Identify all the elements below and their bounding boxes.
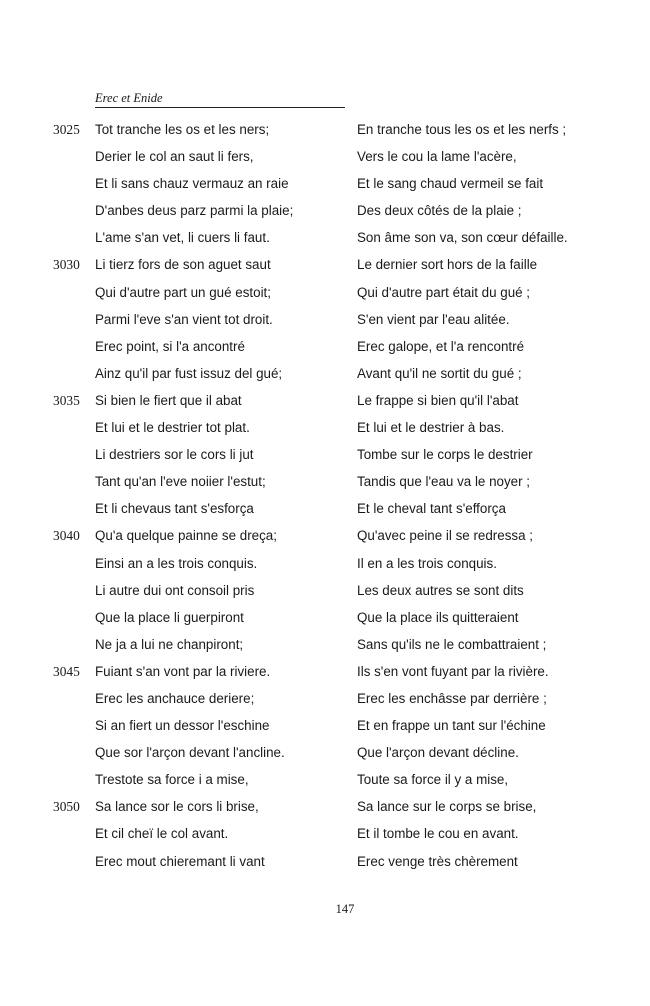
translated-verse: Son âme son va, son cœur défaille. xyxy=(357,230,568,246)
line-number: 3030 xyxy=(53,257,80,273)
verse-line xyxy=(0,392,650,419)
translated-verse: Erec les enchâsse par derrière ; xyxy=(357,690,547,706)
original-verse: Si an fiert un dessor l'eschine xyxy=(95,718,270,734)
verse-line xyxy=(0,690,650,717)
translated-verse: Les deux autres se sont dits xyxy=(357,582,524,598)
original-verse: Trestote sa force i a mise, xyxy=(95,772,249,788)
verse-lines xyxy=(0,121,650,880)
translated-verse: Sans qu'ils ne le combattraient ; xyxy=(357,636,547,652)
original-verse: Fuiant s'an vont par la riviere. xyxy=(95,663,271,679)
original-verse: Et li chevaus tant s'esforça xyxy=(95,501,254,517)
original-verse: Li autre dui ont consoil pris xyxy=(95,582,255,598)
original-verse: Qui d'autre part un gué estoit; xyxy=(95,284,272,300)
original-verse: Li tierz fors de son aguet saut xyxy=(95,257,271,273)
translated-verse: En tranche tous les os et les nerfs ; xyxy=(357,122,567,137)
translated-verse: Des deux côtés de la plaie ; xyxy=(357,203,522,219)
original-verse: Sa lance sor le cors li brise, xyxy=(95,799,259,815)
verse-line xyxy=(0,256,650,283)
verse-line xyxy=(0,148,650,175)
page-number: 147 xyxy=(335,902,355,916)
original-verse: Et cil cheï le col avant. xyxy=(95,826,229,842)
translated-verse: Que l'arçon devant décline. xyxy=(357,745,519,761)
original-verse: Tant qu'an l'eve noiier l'estut; xyxy=(95,474,266,490)
verse-line xyxy=(0,338,650,365)
verse-line xyxy=(0,473,650,500)
line-number: 3025 xyxy=(53,122,80,137)
original-verse: Ne ja a lui ne chanpiront; xyxy=(95,636,244,652)
translated-verse: Et le cheval tant s'efforça xyxy=(357,501,506,517)
verse-line xyxy=(0,284,650,311)
original-verse: D'anbes deus parz parmi la plaie; xyxy=(95,203,294,219)
verse-line xyxy=(0,609,650,636)
translated-verse: S'en vient par l'eau alitée. xyxy=(357,311,510,327)
verse-line xyxy=(0,744,650,771)
translated-verse: Avant qu'il ne sortit du gué ; xyxy=(357,365,522,381)
translated-verse: Que la place ils quitteraient xyxy=(357,609,519,625)
original-verse: Ainz qu'il par fust issuz del gué; xyxy=(95,365,283,381)
verse-line xyxy=(0,419,650,446)
translated-verse: Le frappe si bien qu'il l'abat xyxy=(357,392,519,408)
original-verse: Et lui et le destrier tot plat. xyxy=(95,420,250,436)
verse-line xyxy=(0,311,650,338)
original-verse: Que la place li guerpiront xyxy=(95,609,244,625)
line-number: 3035 xyxy=(53,392,80,408)
verse-line xyxy=(0,663,650,690)
translated-verse: Qui d'autre part était du gué ; xyxy=(357,284,531,300)
original-verse: Derier le col an saut li fers, xyxy=(95,149,254,165)
running-header: Erec et Enide xyxy=(95,91,345,108)
translated-verse: Tombe sur le corps le destrier xyxy=(357,447,533,463)
verse-line xyxy=(0,202,650,229)
translated-verse: Vers le cou la lame l'acère, xyxy=(357,149,517,165)
translated-verse: Et lui et le destrier à bas. xyxy=(357,420,505,436)
translated-verse: Tandis que l'eau va le noyer ; xyxy=(357,474,531,490)
translated-verse: Sa lance sur le corps se brise, xyxy=(357,799,537,815)
original-verse: Erec point, si l'a ancontré xyxy=(95,338,245,354)
translated-verse: Qu'avec peine il se redressa ; xyxy=(357,528,533,544)
original-verse: L'ame s'an vet, li cuers li faut. xyxy=(95,230,270,246)
verse-line xyxy=(0,527,650,554)
original-verse: Einsi an a les trois conquis. xyxy=(95,555,258,571)
verse-line xyxy=(0,771,650,798)
verse-line xyxy=(0,555,650,582)
verse-line xyxy=(0,825,650,852)
verse-line xyxy=(0,853,650,880)
translated-verse: Il en a les trois conquis. xyxy=(357,555,497,571)
translated-verse: Le dernier sort hors de la faille xyxy=(357,257,538,273)
verse-line xyxy=(0,717,650,744)
original-verse: Li destriers sor le cors li jut xyxy=(95,447,254,463)
original-verse: Si bien le fiert que il abat xyxy=(95,392,242,408)
line-number: 3045 xyxy=(53,663,80,679)
translated-verse: Et il tombe le cou en avant. xyxy=(357,826,519,842)
original-verse: Et li sans chauz vermauz an raie xyxy=(95,176,289,192)
original-verse: Que sor l'arçon devant l'ancline. xyxy=(95,745,285,761)
verse-line xyxy=(0,446,650,473)
original-verse: Erec mout chieremant li vant xyxy=(95,853,265,869)
verse-line xyxy=(0,500,650,527)
translated-verse: Et en frappe un tant sur l'échine xyxy=(357,718,546,734)
original-verse: Qu'a quelque painne se dreça; xyxy=(95,528,277,544)
translated-verse: Et le sang chaud vermeil se fait xyxy=(357,176,544,192)
translated-verse: Erec venge très chèrement xyxy=(357,853,518,869)
verse-line xyxy=(0,121,650,148)
verse-line xyxy=(0,175,650,202)
line-number: 3040 xyxy=(53,528,80,544)
verse-line xyxy=(0,365,650,392)
original-verse: Erec les anchauce deriere; xyxy=(95,690,255,706)
translated-verse: Toute sa force il y a mise, xyxy=(357,772,509,788)
verse-line xyxy=(0,636,650,663)
line-number: 3050 xyxy=(53,799,80,815)
translated-verse: Ils s'en vont fuyant par la rivière. xyxy=(357,663,549,679)
original-verse: Parmi l'eve s'an vient tot droit. xyxy=(95,311,273,327)
verse-line xyxy=(0,229,650,256)
translated-verse: Erec galope, et l'a rencontré xyxy=(357,338,525,354)
verse-line xyxy=(0,582,650,609)
original-verse: Tot tranche les os et les ners; xyxy=(95,122,270,137)
verse-line xyxy=(0,798,650,825)
